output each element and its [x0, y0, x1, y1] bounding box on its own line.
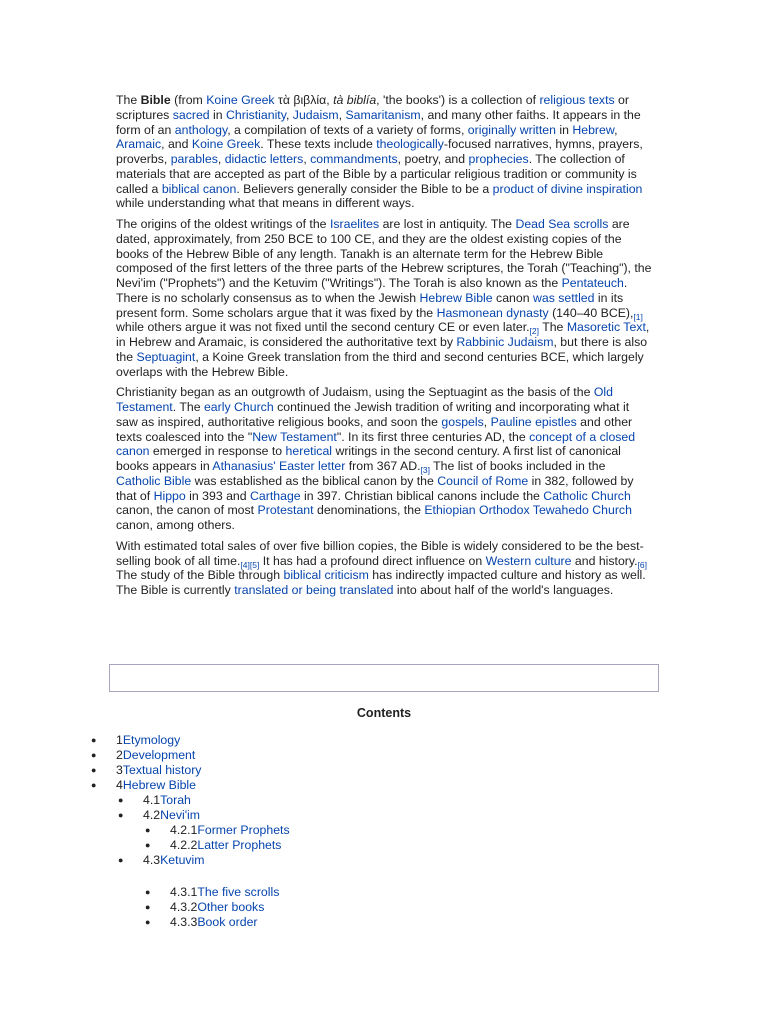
bold-term: Bible: [140, 93, 171, 107]
bullet-icon: ●: [145, 887, 151, 897]
bullet-icon: ●: [145, 902, 151, 912]
text-run: continued the Jewish tradition of writing and incorporating what it saw as inspired, authoritative religious books, and soon the: [116, 400, 630, 429]
text-run: ,: [217, 152, 225, 166]
toc-number: 4.3.2: [170, 900, 198, 914]
table-of-contents: [0, 733, 768, 930]
toc-link[interactable]: Book order: [197, 915, 258, 929]
toc-link[interactable]: The five scrolls: [197, 885, 280, 899]
text-run: (from: [170, 93, 207, 107]
text-run: Christianity began as an outgrowth of Judaism, using the Septuagint as the basis of the: [116, 385, 594, 400]
inline-link[interactable]: Ethiopian Orthodox Tewahedo Church: [424, 503, 632, 518]
text-run: are lost in antiquity. The: [379, 217, 516, 231]
inline-link[interactable]: Hebrew Bible: [419, 290, 493, 305]
text-run: emerged in response to: [149, 444, 286, 459]
reference-sup: [421, 465, 430, 475]
text-run: canon, among others.: [116, 518, 235, 532]
text-run: in 397. Christian biblical canons include the: [300, 488, 544, 503]
text-run: . The collection of materials that are accepted as part of the Bible by a particular religious tradition or community is called a: [116, 152, 637, 196]
toc-item: [0, 763, 768, 778]
inline-link[interactable]: Rabbinic Judaism: [456, 335, 554, 349]
bullet-icon: ●: [91, 765, 97, 775]
toc-number: 4.3.1: [170, 885, 198, 899]
text-run: are dated, approximately, from 250 BCE to 100 CE, and they are the oldest existing copies of the books of the Hebrew Bible of any length. Tanakh is an alternate term for the Hebrew Bible composed of the first letters of the three parts of the Hebrew scriptures, the Torah ("Teaching"), the Nevi'im ("Prophets") and the Ketuvim ("Writings"). The Torah is also known as the: [116, 217, 652, 290]
inline-link[interactable]: translated or being translated: [234, 583, 394, 597]
reference-sup: [530, 326, 539, 336]
inline-link[interactable]: Protestant: [257, 503, 314, 518]
toc-number: 2: [116, 748, 123, 762]
toc-number: 4.1: [143, 793, 161, 807]
text-run: ,: [285, 107, 293, 122]
inline-link[interactable]: Koine Greek: [191, 137, 261, 152]
text-run: . There is no scholarly consensus as to when the Jewish: [116, 276, 628, 305]
text-run: τὰ βιβλία,: [274, 93, 334, 107]
text-run: has indirectly impacted culture and history as well. The Bible is currently: [116, 568, 646, 597]
toc-number: 4: [116, 778, 123, 792]
text-run: into about half of the world's languages.: [393, 583, 614, 597]
toc-item: [0, 823, 768, 838]
text-run: The study of the Bible through: [116, 568, 284, 583]
inline-link[interactable]: Judaism: [292, 107, 339, 122]
text-run: in 382, followed by that of: [116, 473, 634, 503]
reference-sup: [633, 312, 642, 322]
text-run: ,: [483, 414, 491, 429]
text-run: , a compilation of texts of a variety of forms,: [227, 122, 468, 137]
paragraph-intro: [116, 93, 653, 211]
toc-item: [0, 900, 768, 915]
inline-link[interactable]: commandments: [310, 152, 398, 166]
toc-link[interactable]: Textual history: [122, 763, 202, 777]
text-run: ,: [303, 152, 311, 166]
toc-number: 1: [116, 733, 123, 747]
text-run: writings in the second century. A first list of canonical books appears in: [116, 444, 621, 473]
inline-link[interactable]: Septuagint: [136, 349, 196, 364]
text-run: was established as the biblical canon by the: [191, 473, 438, 488]
reference-link[interactable]: [3]: [420, 465, 430, 475]
empty-box: [109, 664, 659, 692]
inline-link[interactable]: Old Testament: [116, 385, 613, 414]
inline-link[interactable]: Athanasius' Easter letter: [212, 459, 346, 473]
text-run: It has had a profound direct influence on: [259, 553, 486, 568]
inline-link[interactable]: heretical: [285, 444, 333, 459]
inline-link[interactable]: Catholic Church: [543, 488, 631, 503]
inline-link[interactable]: concept of a closed canon: [116, 429, 636, 459]
text-run: ,: [338, 107, 346, 122]
bullet-icon: ●: [145, 840, 151, 850]
toc-number: 4.3.3: [170, 915, 198, 929]
toc-link[interactable]: Nevi'im: [160, 808, 201, 822]
toc-item: [0, 853, 768, 868]
text-run: in: [555, 122, 573, 137]
toc-link[interactable]: Development: [122, 748, 196, 762]
inline-link[interactable]: prophecies: [468, 152, 529, 166]
toc-number: 3: [116, 763, 123, 777]
toc-item: [0, 838, 768, 853]
toc-item: [0, 915, 768, 930]
text-run: ". In its first three centuries AD, the: [336, 429, 530, 444]
text-run: , 'the books') is a collection of: [376, 93, 540, 107]
inline-link[interactable]: Pauline epistles: [490, 414, 577, 429]
toc-link[interactable]: Hebrew Bible: [122, 778, 196, 792]
bullet-icon: ●: [91, 780, 97, 790]
reference-link[interactable]: [5]: [249, 559, 260, 570]
toc-link[interactable]: Other books: [197, 900, 265, 914]
bullet-icon: ●: [145, 825, 151, 835]
inline-link[interactable]: New Testament: [252, 429, 337, 444]
inline-link[interactable]: Masoretic Text: [566, 320, 646, 335]
inline-link[interactable]: product of divine inspiration: [492, 181, 643, 196]
bullet-icon: ●: [91, 750, 97, 760]
reference-sup: [240, 560, 249, 570]
text-run: in its present form. Some scholars argue that it was fixed by the: [116, 290, 624, 320]
toc-item: [0, 778, 768, 793]
text-run: canon: [492, 290, 533, 305]
text-run: (140–40 BCE),: [548, 305, 634, 320]
reference-sup: [250, 560, 259, 570]
text-run: or scriptures: [116, 93, 629, 122]
inline-link[interactable]: didactic letters: [224, 152, 304, 166]
italic-term: tà biblía: [333, 93, 377, 107]
text-run: The list of books included in the: [429, 459, 606, 473]
inline-link[interactable]: Catholic Bible: [116, 473, 192, 488]
text-run: , a Koine Greek translation from the third and second centuries BCE, which largely overlaps with the Hebrew Bible.: [116, 349, 644, 379]
paragraph-origins: [116, 217, 653, 379]
inline-link[interactable]: Carthage: [250, 488, 301, 503]
inline-link[interactable]: Koine Greek: [206, 93, 275, 107]
text-run: , and: [161, 137, 192, 152]
text-run: The: [116, 93, 141, 107]
text-run: . Believers generally consider the Bible to be a: [236, 181, 493, 196]
inline-link[interactable]: was settled: [532, 290, 595, 305]
text-run: and history.: [571, 553, 638, 568]
inline-link[interactable]: Aramaic: [116, 137, 162, 152]
inline-link[interactable]: Western culture: [485, 553, 572, 568]
bullet-icon: ●: [118, 855, 124, 865]
inline-link[interactable]: theologically: [376, 137, 444, 152]
text-run: while others argue it was not fixed until the second century CE or even later.: [116, 320, 530, 335]
reference-link[interactable]: [2]: [529, 326, 539, 337]
text-run: while understanding what that means in different ways.: [116, 196, 415, 211]
text-run: denominations, the: [313, 503, 425, 518]
text-run: The: [539, 320, 567, 335]
text-run: and other texts coalesced into the ": [116, 414, 633, 444]
inline-link[interactable]: Pentateuch: [561, 276, 624, 290]
inline-link[interactable]: Samaritanism: [345, 107, 421, 122]
text-run: in: [209, 107, 227, 122]
bullet-icon: ●: [145, 917, 151, 927]
text-run: With estimated total sales of over five billion copies, the Bible is widely considered to be the best-selling book of all time.: [116, 538, 644, 568]
bullet-icon: ●: [118, 810, 124, 820]
text-run: -focused narratives, hymns, prayers, proverbs,: [116, 137, 643, 166]
bullet-icon: ●: [91, 735, 97, 745]
bullet-icon: ●: [118, 795, 124, 805]
text-run: canon, the canon of most: [116, 503, 258, 518]
text-run: in 393 and: [185, 488, 251, 503]
toc-item: [0, 885, 768, 900]
text-run: The origins of the oldest writings of the: [116, 217, 330, 231]
text-run: , poetry, and: [397, 152, 469, 166]
toc-item: [0, 808, 768, 823]
paragraph-influence: [116, 539, 653, 598]
inline-link[interactable]: early Church: [203, 400, 274, 414]
inline-link[interactable]: Council of Rome: [437, 473, 529, 488]
text-run: from 367 AD.: [345, 459, 421, 473]
inline-link[interactable]: originally written: [467, 122, 556, 137]
text-run: . The: [172, 400, 204, 414]
inline-link[interactable]: Christianity: [226, 107, 286, 122]
inline-link[interactable]: gospels: [441, 414, 484, 429]
toc-item: [0, 793, 768, 808]
toc-number: 4.2: [143, 808, 161, 822]
inline-link[interactable]: anthology: [174, 122, 228, 137]
toc-item: [0, 748, 768, 763]
reference-link[interactable]: [1]: [633, 311, 643, 322]
text-run: , in Hebrew and Aramaic, is considered the authoritative text by: [116, 320, 650, 349]
reference-sup: [638, 560, 647, 570]
text-run: , and many other faiths. It appears in the form of an: [116, 107, 641, 137]
inline-link[interactable]: Hippo: [153, 488, 186, 503]
toc-number: 4.2.2: [170, 838, 198, 852]
toc-link[interactable]: Ketuvim: [160, 853, 205, 867]
inline-link[interactable]: religious texts: [539, 93, 615, 107]
article-body: [116, 93, 653, 604]
toc-link[interactable]: Latter Prophets: [197, 838, 282, 852]
inline-link[interactable]: sacred: [172, 107, 210, 122]
text-run: , but there is also the: [116, 335, 648, 364]
reference-link[interactable]: [4]: [240, 559, 250, 570]
toc-link[interactable]: Torah: [160, 793, 191, 807]
inline-link[interactable]: Hebrew: [572, 122, 615, 137]
toc-link[interactable]: Etymology: [122, 733, 181, 747]
inline-link[interactable]: Hasmonean dynasty: [436, 305, 549, 320]
toc-link[interactable]: Former Prophets: [197, 823, 290, 837]
reference-link[interactable]: [6]: [637, 559, 648, 570]
toc-number: 4.3: [143, 853, 161, 867]
inline-link[interactable]: Dead Sea scrolls: [515, 217, 609, 231]
inline-link[interactable]: biblical canon: [161, 181, 237, 196]
inline-link[interactable]: Israelites: [329, 217, 380, 231]
text-run: ,: [614, 122, 618, 137]
toc-item: [0, 733, 768, 748]
text-run: . These texts include: [260, 137, 377, 152]
contents-title: Contents: [356, 706, 412, 720]
paragraph-christianity: [116, 385, 653, 533]
inline-link[interactable]: parables: [170, 152, 218, 166]
toc-number: 4.2.1: [170, 823, 198, 837]
inline-link[interactable]: biblical criticism: [283, 568, 369, 583]
